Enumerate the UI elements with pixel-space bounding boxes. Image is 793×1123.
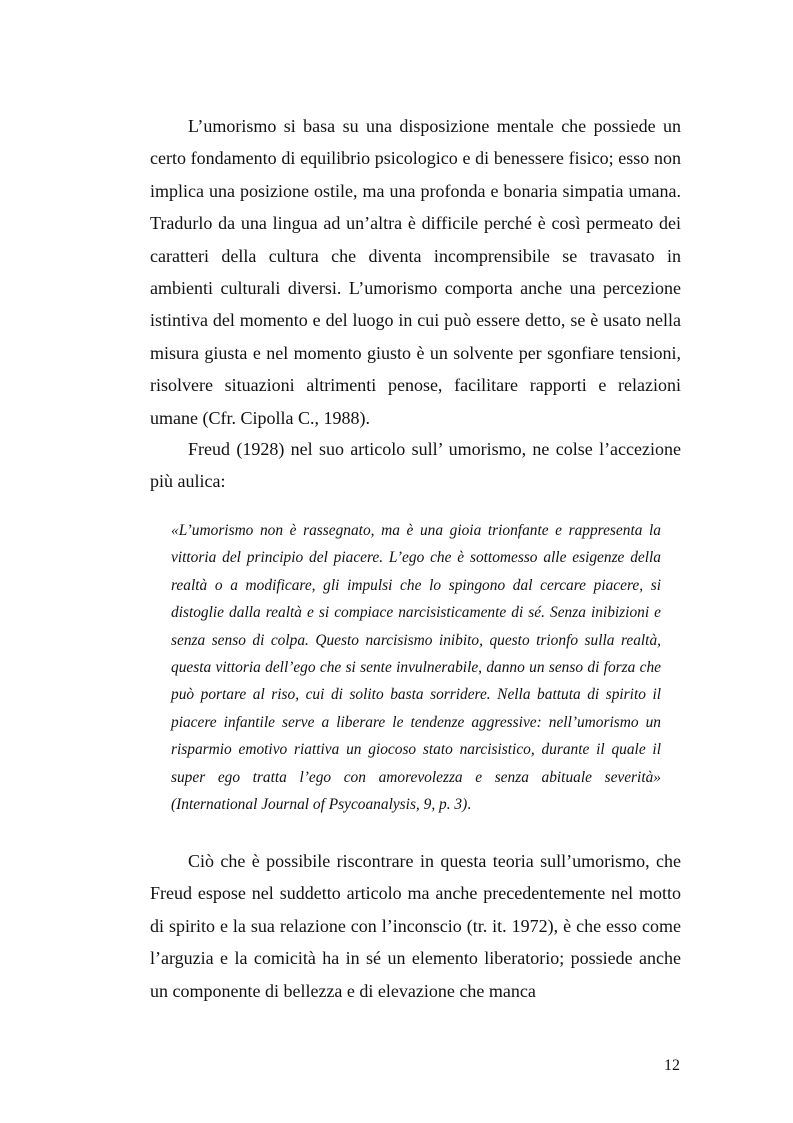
quote-closing: . bbox=[467, 796, 472, 814]
page-number: 12 bbox=[664, 1057, 680, 1074]
paragraph-freud: Freud (1928) nel suo articolo sull’ umorismo, ne colse l’accezione più aulica: bbox=[150, 439, 681, 492]
paragraph-theory: Ciò che è possibile riscontrare in questa teoria sull’umorismo, che Freud espose nel suddetto articolo ma anche precedentemente nel motto di spirito e la sua relazione con l’inconscio (tr. it. 1972), è che esso come l’arguzia e la comicità ha in sé un elemento liberatorio; possiede anche un componente di bellezza e di elevazione che manca bbox=[150, 851, 681, 1001]
quote-citation: (International Journal of Psycoanalysis, 9, p. 3) bbox=[171, 796, 468, 814]
quote-text: «L’umorismo non è rassegnato, ma è una gioia trionfante e rappresenta la vittoria del principio del piacere. L’ego che è sottomesso alle esigenze della realtà o a modificare, gli impulsi che lo spingono dal cercare piacere, si distoglie dalla realtà e si compiace narcisisticamente di sé. Senza inibizioni e senza senso di colpa. Questo narcisismo inibito, questo trionfo sulla realtà, questa vittoria dell’ego che si sente invulnerabile, danno un senso di forza che può portare al riso, cui di solito basta sorridere. Nella battuta di spirito il piacere infantile serve a liberare le tendenze aggressive: nell’umorismo un risparmio emotivo riattiva un giocoso stato narcisistico, durante il quale il super ego tratta l’ego con amorevolezza e senza abituale severità» bbox=[171, 522, 661, 786]
paragraph-intro: L’umorismo si basa su una disposizione mentale che possiede un certo fondamento di equilibrio psicologico e di benessere fisico; esso non implica una posizione ostile, ma una profonda e bonaria simpatia umana. Tradurlo da una lingua ad un’altra è difficile perché è così permeato dei caratteri della cultura che diventa incomprensibile se travasato in ambienti culturali diversi. L’umorismo comporta anche una percezione istintiva del momento e del luogo in cui può essere detto, se è usato nella misura giusta e nel momento giusto è un solvente per sgonfiare tensioni, risolvere situazioni altrimenti penose, facilitare rapporti e relazioni umane (Cfr. Cipolla C., 1988). bbox=[150, 116, 681, 428]
block-quote bbox=[171, 517, 661, 818]
